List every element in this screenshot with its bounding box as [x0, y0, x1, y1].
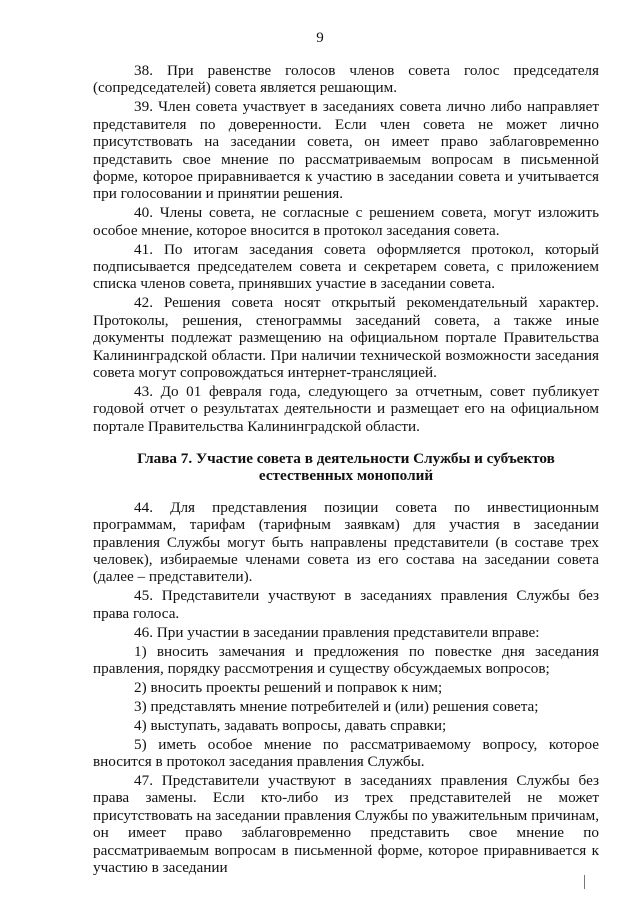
- paragraph-42: 42. Решения совета носят открытый рекомендательный характер. Протоколы, решения, стенограммы заседаний совета, а также иные документы подлежат размещению на официальном портале Правительства Калининградской области. При наличии технической возможности заседания совета могут сопровождаться интернет-трансляцией.: [93, 294, 599, 381]
- list-item-1: 1) вносить замечания и предложения по повестке дня заседания правления, порядку рассмотрения и существу обсуждаемых вопросов;: [93, 642, 599, 677]
- paragraph-38: 38. При равенстве голосов членов совета голос председателя (сопредседателей) совета является решающим.: [93, 62, 599, 97]
- document-body: [93, 62, 599, 878]
- chapter-heading: Глава 7. Участие совета в деятельности Службы и субъектов естественных монополий: [137, 450, 555, 485]
- paragraph-45: 45. Представители участвуют в заседаниях правления Службы без права голоса.: [93, 587, 599, 622]
- paragraph-40: 40. Члены совета, не согласные с решением совета, могут изложить особое мнение, которое вносится в протокол заседания совета.: [93, 204, 599, 239]
- paragraph-43: 43. До 01 февраля года, следующего за отчетным, совет публикует годовой отчет о результатах деятельности и размещает его на официальном портале Правительства Калининградской области.: [93, 382, 599, 435]
- paragraph-44: 44. Для представления позиции совета по инвестиционным программам, тарифам (тарифным заявкам) для участия в заседании правления Службы могут быть направлены представители (в составе трех человек), избираемые членами совета из его состава на заседании совета (далее – представители).: [93, 498, 599, 586]
- list-item-2: 2) вносить проекты решений и поправок к ним;: [134, 678, 443, 696]
- paragraph-39: 39. Член совета участвует в заседаниях совета лично либо направляет представителя по доверенности. Если член совета не может лично присутствовать на заседании совета, он имеет право заблаговременно представить свое мнение по рассматриваемым вопросам в письменной форме, которое приравнивается к участию в заседании совета и учитывается при голосовании и принятии решения.: [93, 98, 599, 203]
- paragraph-46: 46. При участии в заседании правления представители вправе:: [134, 623, 540, 641]
- page-number: 9: [316, 30, 324, 46]
- paragraph-47: 47. Представители участвуют в заседаниях правления Службы без права замены. Если кто-либо из трех представителей не может присутствовать на заседании правления Службы по уважительным причинам, он имеет право заблаговременно представить свое мнение по рассматриваемым вопросам в письменной форме, которое приравнивается к участию в заседании: [93, 771, 599, 876]
- list-item-3: 3) представлять мнение потребителей и (или) решения совета;: [134, 697, 539, 715]
- scan-mark: [584, 875, 585, 889]
- list-item-4: 4) выступать, задавать вопросы, давать справки;: [134, 716, 447, 734]
- paragraph-41: 41. По итогам заседания совета оформляется протокол, который подписывается председателем совета и секретарем совета, с приложением списка членов совета, принявших участие в заседании совета.: [93, 240, 599, 293]
- list-item-5: 5) иметь особое мнение по рассматриваемому вопросу, которое вносится в протокол заседания правления Службы.: [93, 735, 599, 771]
